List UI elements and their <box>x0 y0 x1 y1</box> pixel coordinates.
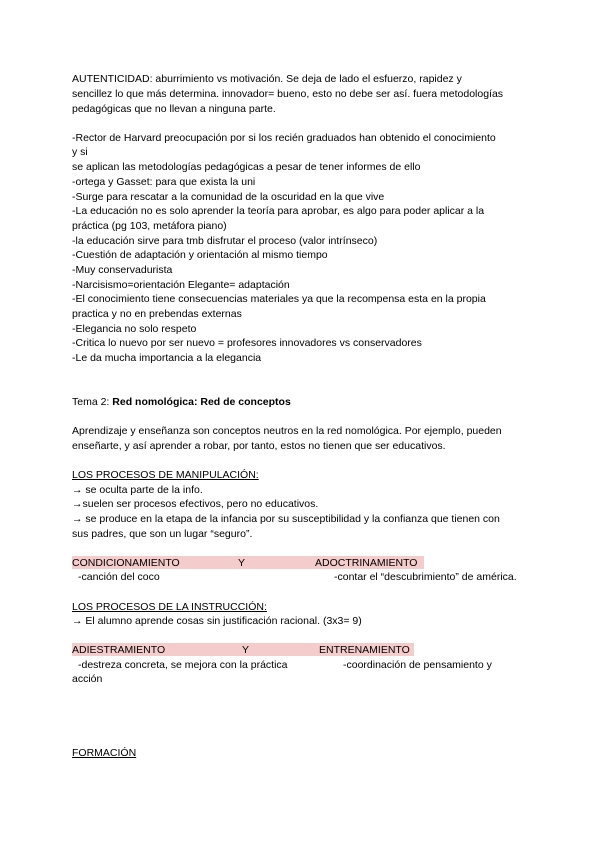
intro-line: pedagógicas que no llevan a ninguna parte. <box>72 103 276 115</box>
intro-line: AUTENTICIDAD: aburrimiento vs motivación. Se deja de lado el esfuerzo, rapidez y <box>72 73 462 85</box>
manipulacion-item: →suelen ser procesos efectivos, pero no educativos. <box>72 498 319 510</box>
section-heading <box>72 395 291 409</box>
table1-mid-header: Y <box>238 557 246 569</box>
tema-title: Red nomológica: Red de conceptos <box>112 396 291 408</box>
note-line: -la educación sirve para tmb disfrutar el proceso (valor intrínseco) <box>72 235 378 247</box>
note-line: práctica (pg 103, metáfora piano) <box>72 220 227 232</box>
manipulacion-item: → se oculta parte de la info. <box>72 484 203 496</box>
instruccion-heading: LOS PROCESOS DE LA INSTRUCCIÓN: <box>72 601 267 613</box>
note-line: -El conocimiento tiene consecuencias materiales ya que la recompensa esta en la propia <box>72 293 486 305</box>
note-line: -La educación no es solo aprender la teoría para aprobar, es algo para poder aplicar a la <box>72 205 485 217</box>
table2-left-header: ADIESTRAMIENTO <box>72 644 166 656</box>
table2-right-example: -coordinación de pensamiento y <box>343 659 492 671</box>
instruccion-item: → El alumno aprende cosas sin justificación racional. (3x3= 9) <box>72 615 362 627</box>
note-line: -Muy conservadurista <box>72 264 173 276</box>
note-line: -Le da mucha importancia a la elegancia <box>72 352 262 364</box>
manipulacion-item: sus padres, que son un lugar “seguro”. <box>72 528 253 540</box>
formacion-heading: FORMACIÓN <box>72 747 137 759</box>
tema-text-line: Aprendizaje y enseñanza son conceptos neutros en la red nomológica. Por ejemplo, pueden <box>72 425 502 437</box>
note-line: -Elegancia no solo respeto <box>72 323 197 335</box>
note-line: -Critica lo nuevo por ser nuevo = profesores innovadores vs conservadores <box>72 337 422 349</box>
intro-line: sencillez lo que más determina. innovador= bueno, esto no debe ser así. fuera metodologías <box>72 88 504 100</box>
note-line: -Cuestión de adaptación y orientación al mismo tiempo <box>72 249 328 261</box>
note-line: -Surge para rescatar a la comunidad de la oscuridad en la que vive <box>72 191 385 203</box>
table1-right-header: ADOCTRINAMIENTO <box>315 557 418 569</box>
note-line: -ortega y Gasset: para que exista la uni <box>72 176 256 188</box>
note-line: y si <box>72 146 88 158</box>
manipulacion-heading: LOS PROCESOS DE MANIPULACIÓN: <box>72 469 259 481</box>
tema-text-line: enseñarte, y así aprender a robar, por tanto, estos no tienen que ser educativos. <box>72 440 446 452</box>
table2-left-example: -destreza concreta, se mejora con la práctica <box>78 659 288 671</box>
note-line: practica y no en prebendas externas <box>72 308 242 320</box>
note-line: -Narcisismo=orientación Elegante= adaptación <box>72 279 290 291</box>
table2-right-header: ENTRENAMIENTO <box>319 644 410 656</box>
table1-left-header: CONDICIONAMIENTO <box>72 557 180 569</box>
table2-mid-header: Y <box>242 644 250 656</box>
table2-right-example-cont: acción <box>72 673 103 685</box>
note-line: -Rector de Harvard preocupación por si los recién graduados han obtenido el conocimiento <box>72 132 496 144</box>
note-line: se aplican las metodologías pedagógicas a pesar de tener informes de ello <box>72 161 421 173</box>
table1-left-example: -canción del coco <box>78 571 160 583</box>
manipulacion-item: → se produce en la etapa de la infancia por su susceptibilidad y la confianza que tienen con <box>72 513 500 525</box>
tema-prefix: Tema 2: <box>72 396 113 408</box>
table1-right-example: -contar el “descubrimiento” de américa. <box>334 571 517 583</box>
